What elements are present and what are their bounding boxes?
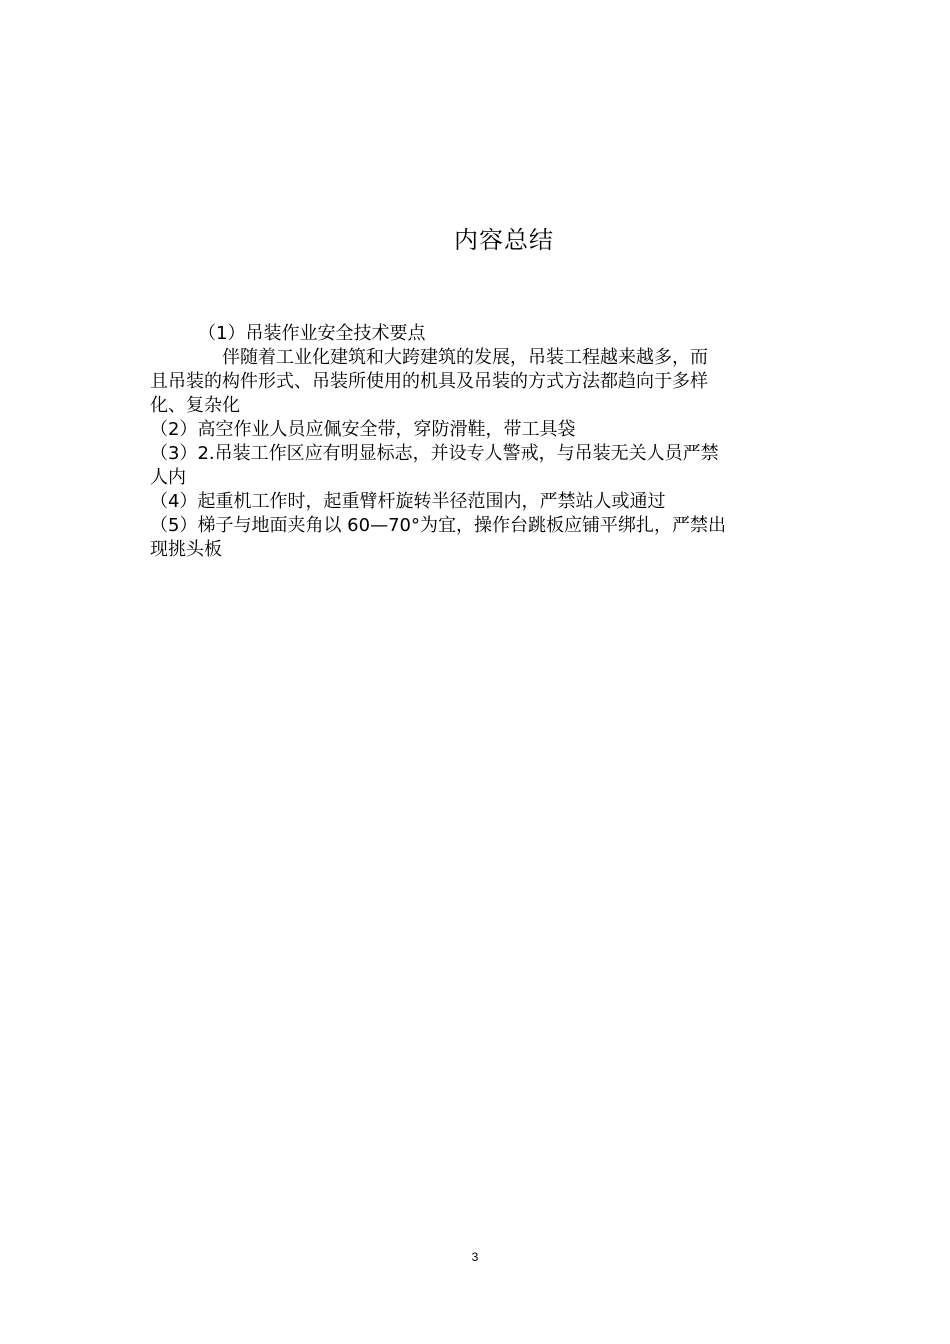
- page-title: 内容总结: [454, 226, 554, 254]
- paragraph-line-1: 伴随着工业化建筑和大跨建筑的发展，吊装工程越来越多，而: [222, 347, 708, 368]
- page-number: 3: [471, 1250, 479, 1264]
- paragraph-line-3: 化、复杂化: [150, 395, 240, 416]
- list-item-5-line-2: 现挑头板: [150, 539, 222, 560]
- list-item-2: （2）高空作业人员应佩安全带，穿防滑鞋，带工具袋: [150, 419, 576, 440]
- list-item-4: （4）起重机工作时，起重臂杆旋转半径范围内，严禁站人或通过: [150, 491, 666, 512]
- list-item-3-line-1: （3）2.吊装工作区应有明显标志，并设专人警戒，与吊装无关人员严禁: [150, 443, 719, 464]
- list-item-5-line-1: （5）梯子与地面夹角以 60—70°为宜，操作台跳板应铺平绑扎，严禁出: [150, 515, 726, 536]
- section-heading-1: （1）吊装作业安全技术要点: [198, 323, 426, 344]
- summary-body: [150, 322, 802, 562]
- paragraph-line-2: 且吊装的构件形式、吊装所使用的机具及吊装的方式方法都趋向于多样: [150, 371, 708, 392]
- list-item-3-line-2: 人内: [150, 467, 186, 488]
